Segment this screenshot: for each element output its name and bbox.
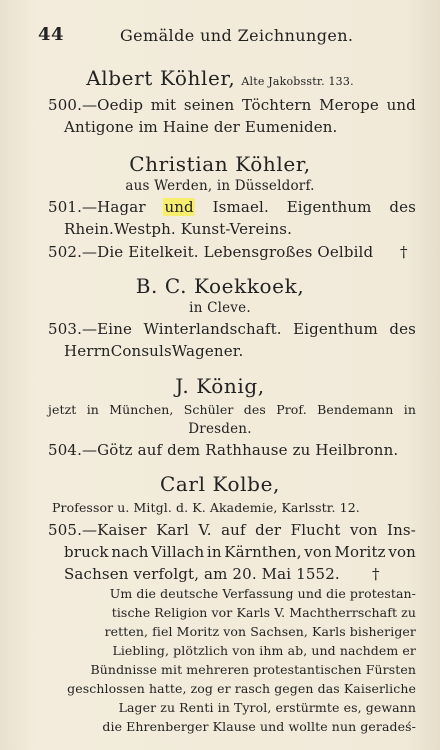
work-500-line1 [48,96,416,114]
work-word: der [255,521,282,539]
work-501-line1 [48,198,416,216]
description-line: Liebling, plötzlich von ihm ab, und nachdem er [112,643,416,658]
description-line: Lager zu Renti in Tyrol, erstürmte es, gewann [118,700,416,715]
work-word: 500.—Oedip [48,96,144,114]
description-line: die Ehrenberger Klause und wollte nun geradeś- [102,719,416,734]
location-word: in [86,402,99,417]
work-word: des [389,320,416,338]
work-505-line1 [48,521,416,539]
work-word: in [206,543,222,561]
artist-address: Alte Jakobsstr. 133. [241,75,354,88]
work-word: Kärnthen, [224,543,302,561]
description-line: retten, fiel Moritz von Sachsen, Karls bisheriger [104,624,416,639]
work-word: Consuls [110,342,172,360]
work-word: Moritz [334,543,386,561]
work-word: von [304,543,332,561]
running-title: Gemälde und Zeichnungen. [120,26,354,45]
location-word: München, [109,402,174,417]
work-word: auf [221,521,246,539]
work-word: Karl [156,521,189,539]
work-word: Winterlandschaft. [143,320,282,338]
work-word: des [389,198,416,216]
work-word: V. [198,521,212,539]
work-504-line: 504.—Götz auf dem Rathhause zu Heilbronn. [48,441,399,459]
location-word: des [243,402,266,417]
work-503-line1 [48,320,416,338]
artist-name: Albert Köhler, [86,66,236,90]
work-word: von [388,543,416,561]
location-word: Prof. [276,402,307,417]
page-number: 44 [38,24,65,45]
work-word: und [386,96,416,114]
work-word: Eigenthum [286,198,372,216]
work-word: Töchtern [241,96,312,114]
dagger-mark: † [372,565,380,583]
work-word: Villach [151,543,205,561]
location-word: in [403,402,416,417]
description-line: tische Religion vor Karls V. Machtherrschaft zu [111,605,416,620]
work-word: Herrn [64,342,111,360]
work-word: Flucht [290,521,341,539]
work-word: bruck [64,543,109,561]
page-header [38,24,398,50]
work-word: Merope [319,96,379,114]
description-line: Bündnisse mit mehreren protestantischen Fürsten [90,662,416,677]
work-503-line2 [64,342,244,360]
artist-heading-koenig: J. König, [175,374,265,398]
artist-location: aus Werden, in Düsseldorf. [125,178,315,194]
description-line: Um die deutsche Verfassung und die protestan- [109,586,416,601]
work-word: 503.—Eine [48,320,133,338]
artist-heading-kolbe: Carl Kolbe, [160,472,280,496]
artist-heading-albert-koehler [0,66,440,90]
description-line: geschlossen hatte, zog er rasch gegen das Kaiserliche [67,681,416,696]
artist-location-line1 [48,402,416,417]
work-word: nach [111,543,149,561]
work-word: Eigenthum [293,320,378,338]
artist-heading-christian-koehler: Christian Köhler, [129,152,311,176]
location-word: Schüler [183,402,234,417]
work-505-line2 [64,543,416,561]
location-word: Bendemann [317,402,394,417]
artist-location-line2: Dresden. [188,421,252,437]
highlighted-word: und [164,198,194,216]
work-word: Ismael. [212,198,269,216]
artist-location: in Cleve. [189,300,251,316]
work-word: seinen [183,96,235,114]
artist-location: Professor u. Mitgl. d. K. Akademie, Karlsstr. 12. [52,500,360,515]
work-word: 505.—Kaiser [48,521,147,539]
work-505-line3: Sachsen verfolgt, am 20. Mai 1552. [64,565,340,583]
work-word: 501.—Hagar [48,198,146,216]
work-501-line2: Rhein.Westph. Kunst-Vereins. [64,220,293,238]
artist-heading-koekkoek: B. C. Koekkoek, [135,274,305,298]
work-502-line: 502.—Die Eitelkeit. Lebensgroßes Oelbild [48,243,374,261]
work-word: von [349,521,378,539]
location-word: jetzt [48,402,77,417]
work-word: Wagener. [171,342,244,360]
work-500-line2: Antigone im Haine der Eumeniden. [64,118,338,136]
dagger-mark: † [400,243,408,261]
work-word: Ins- [387,521,416,539]
work-word: mit [150,96,177,114]
